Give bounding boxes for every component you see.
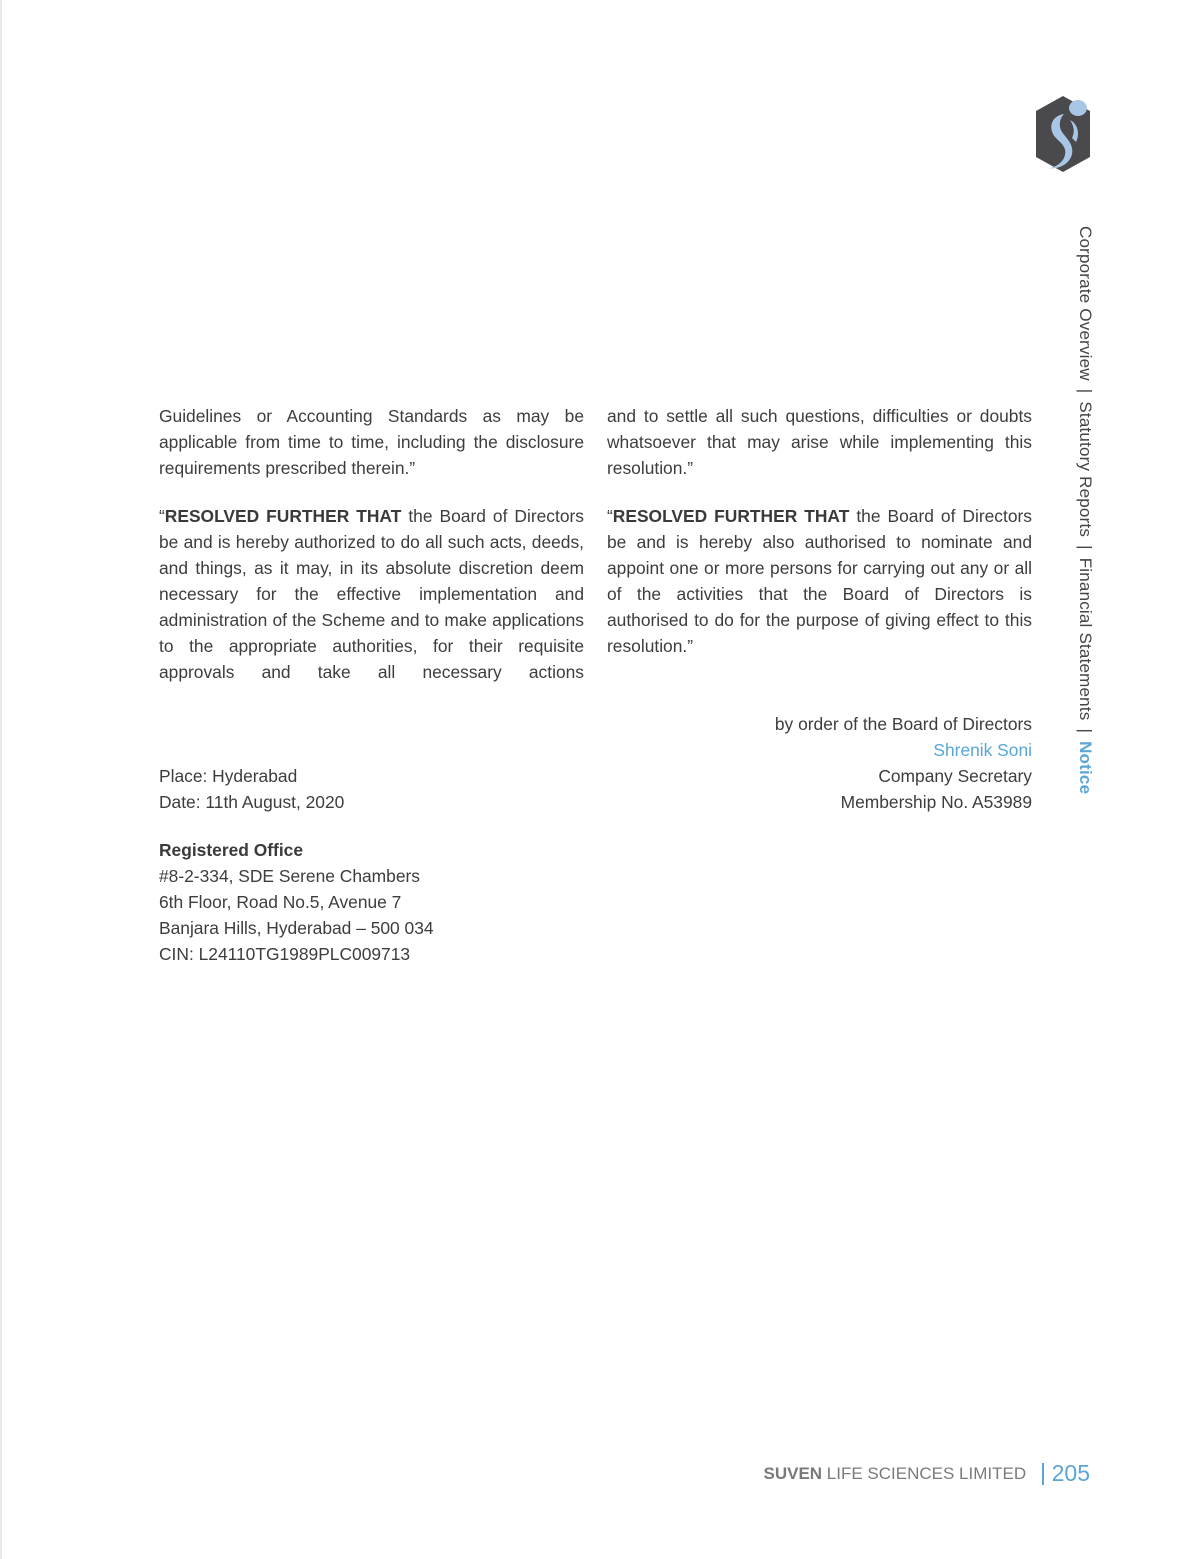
place: Place: Hyderabad bbox=[159, 766, 298, 786]
signoff-line: by order of the Board of Directors bbox=[774, 714, 1032, 734]
left-paragraph-2 bbox=[159, 503, 584, 685]
footer-brand-rest: LIFE SCIENCES LIMITED bbox=[822, 1463, 1027, 1483]
resolved-further-heading: RESOLVED FURTHER THAT bbox=[164, 506, 402, 526]
right-paragraph-2 bbox=[607, 503, 1032, 659]
place-date-block bbox=[159, 763, 344, 815]
right-paragraph-1: and to settle all such questions, difficulties or doubts whatsoever that may arise while implementing this resolution.” bbox=[607, 406, 1032, 478]
registered-office-block bbox=[159, 837, 434, 967]
footer-divider bbox=[1042, 1463, 1044, 1485]
signatory-title: Company Secretary bbox=[878, 766, 1032, 786]
address-line-2: 6th Floor, Road No.5, Avenue 7 bbox=[159, 892, 402, 912]
left-paragraph-1: Guidelines or Accounting Standards as may be applicable from time to time, including the disclosure requirements prescribed therein.” bbox=[159, 406, 584, 478]
signoff-block bbox=[775, 711, 1032, 815]
page-footer bbox=[764, 1460, 1091, 1487]
page-number: 205 bbox=[1051, 1460, 1090, 1486]
suven-logo-icon bbox=[1034, 94, 1092, 174]
nav-item-corporate-overview[interactable]: Corporate Overview bbox=[1076, 226, 1095, 381]
nav-separator: | bbox=[1076, 388, 1095, 394]
cin-number: CIN: L24110TG1989PLC009713 bbox=[159, 944, 411, 964]
section-navigation bbox=[1069, 226, 1099, 795]
open-quote: “ bbox=[159, 506, 165, 526]
right-paragraph-2-text: the Board of Directors be and is hereby also authorised to nominate and appoint one or more persons for carrying out any or all of the activities that the Board of Directors is authorised to do for the purpose of giving effect to this resolution.” bbox=[607, 506, 1032, 656]
nav-item-notice-active[interactable]: Notice bbox=[1076, 741, 1095, 795]
address-line-3: Banjara Hills, Hyderabad – 500 034 bbox=[159, 918, 434, 938]
membership-number: Membership No. A53989 bbox=[840, 792, 1032, 812]
resolved-further-heading: RESOLVED FURTHER THAT bbox=[612, 506, 850, 526]
nav-separator: | bbox=[1076, 545, 1095, 550]
registered-office-heading: Registered Office bbox=[159, 840, 303, 860]
address-line-1: #8-2-334, SDE Serene Chambers bbox=[159, 866, 420, 886]
open-quote: “ bbox=[607, 506, 613, 526]
page-edge bbox=[0, 0, 2, 1559]
nav-separator: | bbox=[1076, 728, 1095, 734]
footer-brand-bold: SUVEN bbox=[763, 1463, 823, 1483]
signatory-name: Shrenik Soni bbox=[933, 740, 1032, 760]
nav-item-financial-statements[interactable]: Financial Statements bbox=[1076, 557, 1095, 721]
left-column bbox=[159, 403, 584, 707]
right-column bbox=[607, 403, 1032, 681]
left-paragraph-2-text: the Board of Directors be and is hereby authorized to do all such acts, deeds, and things, as it may, in its absolute discretion deem necessary for the effective implementation and administration of the Scheme and to make applications to the appropriate authorities, for their requisite approvals and take all necessary actions bbox=[159, 506, 584, 682]
date: Date: 11th August, 2020 bbox=[159, 792, 345, 812]
nav-item-statutory-reports[interactable]: Statutory Reports bbox=[1076, 401, 1095, 538]
